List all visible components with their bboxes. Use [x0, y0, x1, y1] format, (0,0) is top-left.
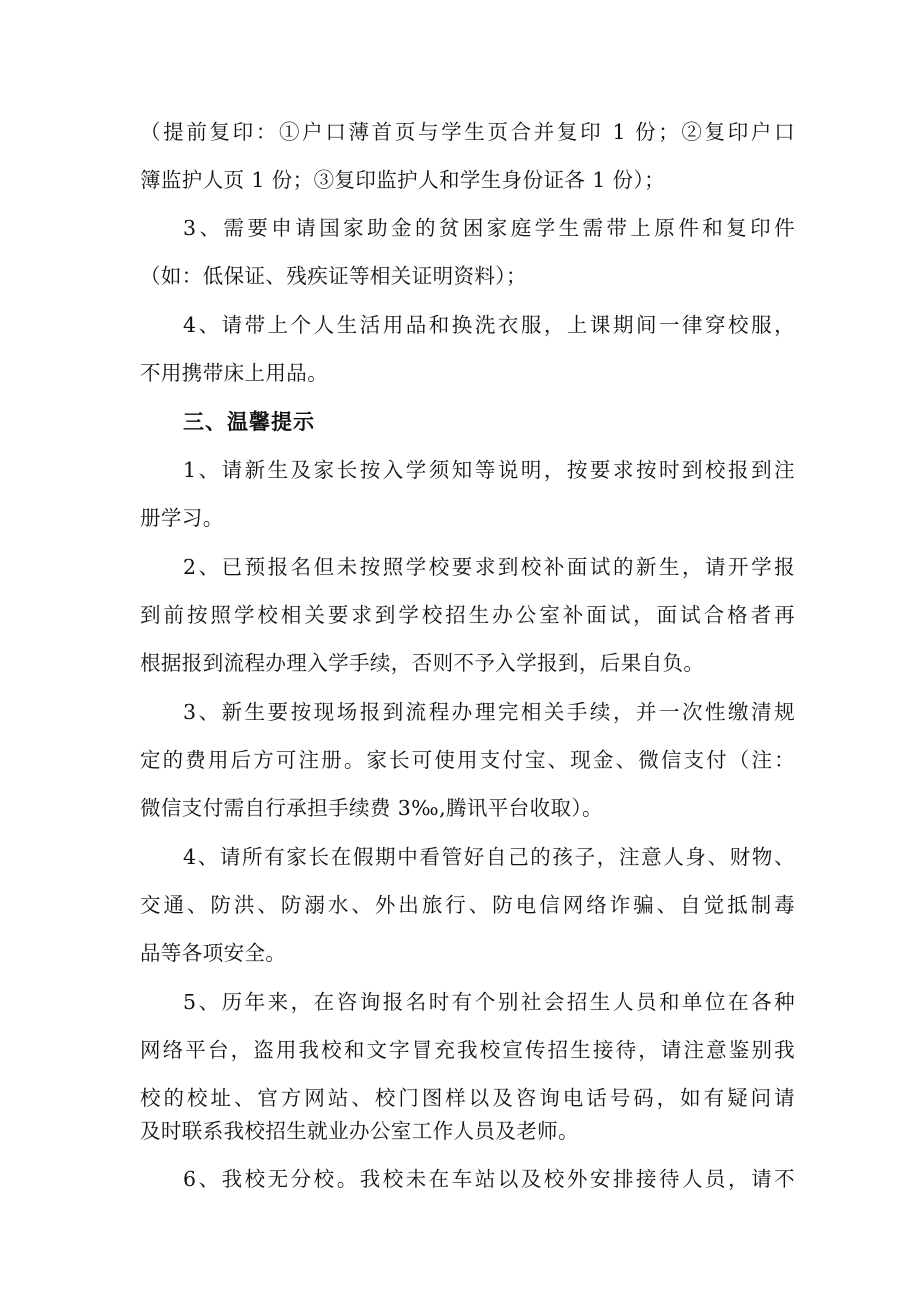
- item-4-line-1: 4、请带上个人生活用品和换洗衣服，上课期间一律穿校服，: [183, 313, 795, 337]
- tip-3-line-3: 微信支付需自行承担手续费 3‰,腾讯平台收取）。: [140, 796, 603, 820]
- tip-2-line-3: 根据报到流程办理入学手续，否则不予入学报到，后果自负。: [140, 651, 705, 675]
- tip-4-line-3: 品等各项安全。: [140, 941, 287, 965]
- tip-5-line-3: 校的校址、官方网站、校门图样以及咨询电话号码，如有疑问请: [140, 1086, 795, 1110]
- item-4-line-2: 不用携带床上用品。: [140, 361, 329, 385]
- section-3-heading: 三、温馨提示: [183, 410, 315, 434]
- requirements-copy-line-2: 簿监护人页 1 份；③复印监护人和学生身份证各 1 份）；: [140, 168, 665, 192]
- item-3-line-2: （如：低保证、残疾证等相关证明资料）；: [140, 264, 527, 288]
- tip-5-line-2: 网络平台，盗用我校和文字冒充我校宣传招生接待，请注意鉴别我: [140, 1038, 795, 1062]
- tip-5-line-1: 5、历年来，在咨询报名时有个别社会招生人员和单位在各种: [183, 990, 795, 1014]
- tip-5-line-4: 及时联系我校招生就业办公室工作人员及老师。: [140, 1119, 579, 1143]
- tip-3-line-1: 3、新生要按现场报到流程办理完相关手续，并一次性缴清规: [183, 700, 795, 724]
- tip-1-line-2: 册学习。: [140, 506, 224, 530]
- tip-6-line-1: 6、我校无分校。我校未在车站以及校外安排接待人员，请不: [183, 1167, 795, 1191]
- tip-4-line-1: 4、请所有家长在假期中看管好自己的孩子，注意人身、财物、: [183, 845, 795, 869]
- tip-2-line-1: 2、已预报名但未按照学校要求到校补面试的新生，请开学报: [183, 555, 795, 579]
- tip-1-line-1: 1、请新生及家长按入学须知等说明，按要求按时到校报到注: [183, 458, 795, 482]
- item-3-line-1: 3、需要申请国家助金的贫困家庭学生需带上原件和复印件: [183, 216, 795, 240]
- requirements-copy-line-1: （提前复印：①户口薄首页与学生页合并复印 1 份；②复印户口: [140, 120, 795, 144]
- tip-3-line-2: 定的费用后方可注册。家长可使用支付宝、现金、微信支付（注：: [140, 748, 795, 772]
- tip-4-line-2: 交通、防洪、防溺水、外出旅行、防电信网络诈骗、自觉抵制毒: [140, 893, 795, 917]
- tip-2-line-2: 到前按照学校相关要求到学校招生办公室补面试，面试合格者再: [140, 603, 795, 627]
